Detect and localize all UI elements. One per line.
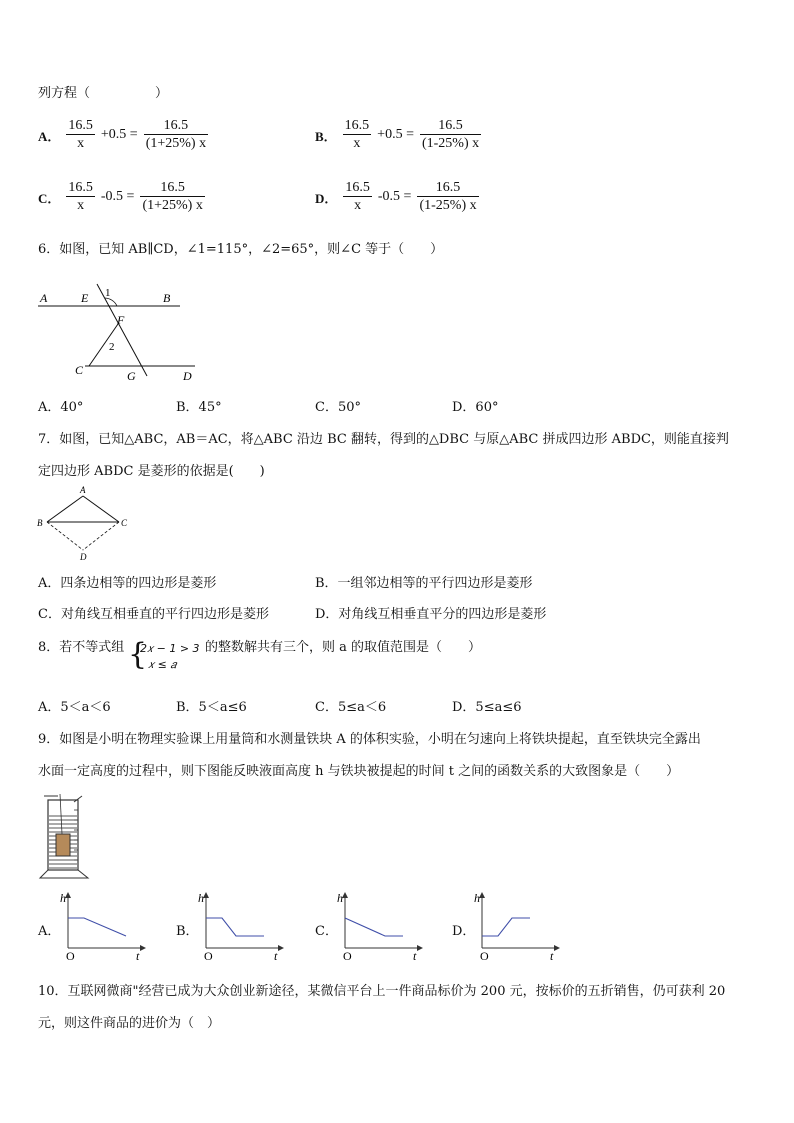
q9-option-a-graph[interactable] <box>60 890 150 960</box>
label-g: G <box>127 369 136 382</box>
q10-stem-line2: 元，则这件商品的进价为（ ） <box>38 1016 221 1031</box>
q8-stem-after: 的整数解共有三个，则 a 的取值范围是（ ） <box>205 640 482 655</box>
label-d: D <box>183 369 192 382</box>
label-b: B <box>163 291 171 305</box>
q6-parallel-lines-figure <box>35 282 205 382</box>
q9-option-c-graph[interactable] <box>337 890 427 960</box>
q5-option-c[interactable] <box>38 180 205 214</box>
fraction: $\frac{16.5}{(1+25\%) x}$ <box>142 180 203 213</box>
axis-t: t <box>550 949 554 960</box>
origin-o: O <box>66 949 75 960</box>
q7-stem-line2: 定四边形 ABDC 是菱形的依据是( ) <box>38 464 265 479</box>
q5-option-b[interactable] <box>315 118 481 152</box>
axis-h: h <box>198 891 204 905</box>
q5-option-d[interactable] <box>315 180 479 214</box>
operator: -0.5 = <box>100 189 135 204</box>
option-label: D． <box>315 190 338 206</box>
axis-t: t <box>136 949 140 960</box>
origin-o: O <box>343 949 352 960</box>
option-label: A． <box>38 128 61 144</box>
brace: { <box>128 637 148 672</box>
axis-t: t <box>274 949 278 960</box>
q6-option-a[interactable]: A．40° <box>38 400 84 415</box>
fraction: $\frac{16.5}{x}$ <box>345 180 370 213</box>
operator: +0.5 = <box>100 127 138 142</box>
q6-option-d[interactable]: D．60° <box>452 400 499 415</box>
label-c: C <box>121 518 128 528</box>
q9-option-d-graph[interactable] <box>474 890 564 960</box>
fraction: $\frac{16.5}{(1-25\%) x}$ <box>421 118 480 151</box>
origin-o: O <box>480 949 489 960</box>
label-f: F <box>117 313 125 327</box>
q8-option-d[interactable]: D．5≤a≤6 <box>452 700 522 715</box>
q9-option-d-label[interactable]: D． <box>452 924 476 939</box>
label-d: D <box>80 552 87 562</box>
q7-rhombus-figure <box>35 484 135 564</box>
q9-stem-line2: 水面一定高度的过程中，则下图能反映液面高度 h 与铁块被提起的时间 t 之间的函数关系的大致图象是（ ） <box>38 764 680 779</box>
label-a: A <box>40 291 48 305</box>
fraction: $\frac{16.5}{x}$ <box>68 118 93 151</box>
q6-stem: 6．如图，已知 AB∥CD，∠1=115°，∠2=65°，则∠C 等于（ ） <box>38 242 444 257</box>
origin-o: O <box>204 949 213 960</box>
operator: +0.5 = <box>377 127 414 142</box>
q8-stem-before: 8．若不等式组 <box>38 640 125 655</box>
axis-h: h <box>337 891 343 905</box>
operator: -0.5 = <box>377 189 412 204</box>
q7-option-b[interactable]: B．一组邻边相等的平行四边形是菱形 <box>315 576 533 591</box>
axis-h: h <box>60 891 66 905</box>
q9-stem-line1: 9．如图是小明在物理实验课上用量筒和水测量铁块 A 的体积实验，小明在匀速向上将铁块提起，直至铁块完全露出 <box>38 732 701 747</box>
label-a: A <box>80 485 86 495</box>
angle-1-label: 1 <box>105 287 111 299</box>
axis-h: h <box>474 891 480 905</box>
q6-option-c[interactable]: C．50° <box>315 400 361 415</box>
system-line-1: 2𝑥 − 1 > 3 <box>140 642 200 655</box>
axis-t: t <box>413 949 417 960</box>
q9-option-c-label[interactable]: C． <box>315 924 338 939</box>
q9-option-b-label[interactable]: B． <box>176 924 199 939</box>
system-line-2: 𝑥 ≤ 𝑎 <box>148 658 177 671</box>
q6-option-b[interactable]: B．45° <box>176 400 222 415</box>
fraction: $\frac{16.5}{(1+25\%) x}$ <box>145 118 207 151</box>
q7-option-c[interactable]: C．对角线互相垂直的平行四边形是菱形 <box>38 607 269 622</box>
label-c: C <box>75 363 84 377</box>
fraction: $\frac{16.5}{(1-25\%) x}$ <box>419 180 477 213</box>
option-label: B． <box>315 128 337 144</box>
angle-2-label: 2 <box>109 341 115 353</box>
fraction: $\frac{16.5}{x}$ <box>344 118 370 151</box>
q5-stem: 列方程（ ） <box>38 86 169 101</box>
q8-option-c[interactable]: C．5≤a＜6 <box>315 700 387 715</box>
fraction: $\frac{16.5}{x}$ <box>68 180 93 213</box>
label-e: E <box>81 291 89 305</box>
q10-stem-line1: 10．互联网微商"经营已成为大众创业新途径，某微信平台上一件商品标价为 200 元，按标价的五折销售，仍可获利 20 <box>38 984 726 999</box>
q5-option-a[interactable] <box>38 118 208 152</box>
q8-option-a[interactable]: A．5＜a＜6 <box>38 700 111 715</box>
q7-option-d[interactable]: D．对角线互相垂直平分的四边形是菱形 <box>315 607 547 622</box>
q7-option-a[interactable]: A．四条边相等的四边形是菱形 <box>38 576 217 591</box>
measuring-cylinder-figure <box>38 790 98 882</box>
q8-option-b[interactable]: B．5＜a≤6 <box>176 700 247 715</box>
q7-stem-line1: 7．如图，已知△ABC，AB＝AC，将△ABC 沿边 BC 翻转，得到的△DBC 与原△ABC 拼成四边形 ABDC，则能直接判 <box>38 432 729 447</box>
option-label: C． <box>38 190 61 206</box>
label-b: B <box>37 518 43 528</box>
q9-option-a-label[interactable]: A． <box>38 924 61 939</box>
q8-inequality-system <box>128 637 204 674</box>
q9-option-b-graph[interactable] <box>198 890 288 960</box>
